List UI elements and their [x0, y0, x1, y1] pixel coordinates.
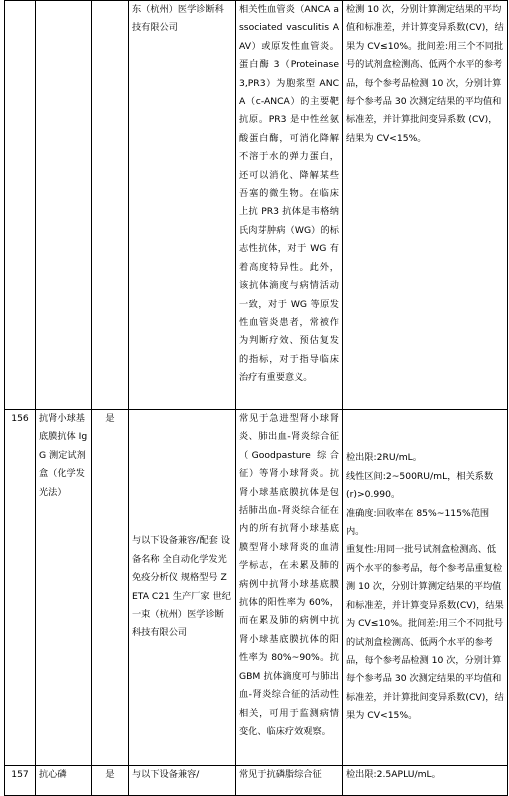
linearity-text: 线性区间:2~500RU/mL，相关系数(r)>0.990。 [346, 470, 494, 501]
table-row [5, 1, 508, 410]
repeatability-text: 重复性:用同一批号试剂盒检测高、低两个水平的参考品，每个参考品重复检测 10 次，分别计算测定结果的平均值和标准差，并计算变异系数(CV)，结果为 CV≤10%。批间差:用三个不同批号的试剂盒检测高、低两个水平的参考品，每个参考品检测 10 次，分别计算每个参考品 30 次测定结果的平均值和标准差，并计算批间变异系数(CV)，结果为 CV<15%。 [346, 544, 504, 722]
detection-limit-text: 检出限:2RU/mL。 [346, 452, 422, 464]
compat-cell: 与以下设备兼容/ [129, 766, 236, 796]
flag-cell: 是 [92, 410, 129, 766]
flag-cell [92, 1, 129, 410]
table-row [5, 410, 508, 766]
compat-cell: 与以下设备兼容/配套 设备名称 全自动化学发光免疫分析仪 规格型号 ZETA C21 生产厂家 世纪一束（杭州）医学诊断科技有限公司 [129, 410, 236, 766]
performance-cell: 检测 10 次，分别计算测定结果的平均值和标准差，并计算变异系数(CV)，结果为 CV≤10%。批间差:用三个不同批号的试剂盒检测高、低两个水平的参考品，每个参考品检测 10 次，分别计算每个参考品 30 次测定结果的平均值和标准差，并计算批间变异系数 (CV)，结果为 CV<15%。 [343, 1, 508, 410]
table-row [5, 766, 508, 796]
product-name-cell: 抗肾小球基底膜抗体 IgG 测定试剂盒（化学发光法） [36, 410, 92, 766]
clinical-significance-cell: 常见于急进型肾小球肾炎、肺出血-肾炎综合征（Goodpasture 综合征）等肾小球肾炎。抗肾小球基底膜抗体是包括肺出血-肾炎综合征在内的所有抗肾小球基底膜型肾小球肾炎的血清学标志，在未累及肺的病例中抗肾小球基底膜抗体的阳性率为 60%，而在累及肺的病例中抗肾小球基底膜抗体的阳性率为 80%~90%。抗 GBM 抗体滴度可与肺出血-肾炎综合征的活动性相关，可用于监测病情变化、临床疗效观察。 [236, 410, 343, 766]
accuracy-text: 准确度:回收率在 85%~115%范围内。 [346, 507, 490, 538]
registration-table [4, 0, 508, 796]
row-number-cell: 157 [5, 766, 36, 796]
row-number-cell [5, 1, 36, 410]
flag-cell: 是 [92, 766, 129, 796]
clinical-significance-cell: 相关性血管炎（ANCA associated vasculitis AAV）或原发性血管炎。蛋白酶 3（Proteinase3,PR3）为胞浆型 ANCA（c-ANCA）的主要靶抗原。PR3 是中性丝氨酸蛋白酶，可消化降解不溶于水的弹力蛋白，还可以消化、降解某些吾塞的微生物。在临床上抗 PR3 抗体是韦格纳氏肉芽肿病（WG）的标志性抗体，对于 WG 有着高度特异性。此外，该抗体滴度与病情活动一致，对于 WG 等原发性血管炎患者，常被作为判断疗效、预估复发的指标，对于指导临床治疗有重要意义。 [236, 1, 343, 410]
performance-cell: 检出限:2.5APLU/mL。 [343, 766, 508, 796]
performance-cell [343, 410, 508, 766]
compat-cell: 东（杭州）医学诊断科技有限公司 [129, 1, 236, 410]
clinical-significance-cell: 常见于抗磷脂综合征 [236, 766, 343, 796]
row-number-cell: 156 [5, 410, 36, 766]
product-name-cell [36, 1, 92, 410]
product-name-cell: 抗心磷 [36, 766, 92, 796]
